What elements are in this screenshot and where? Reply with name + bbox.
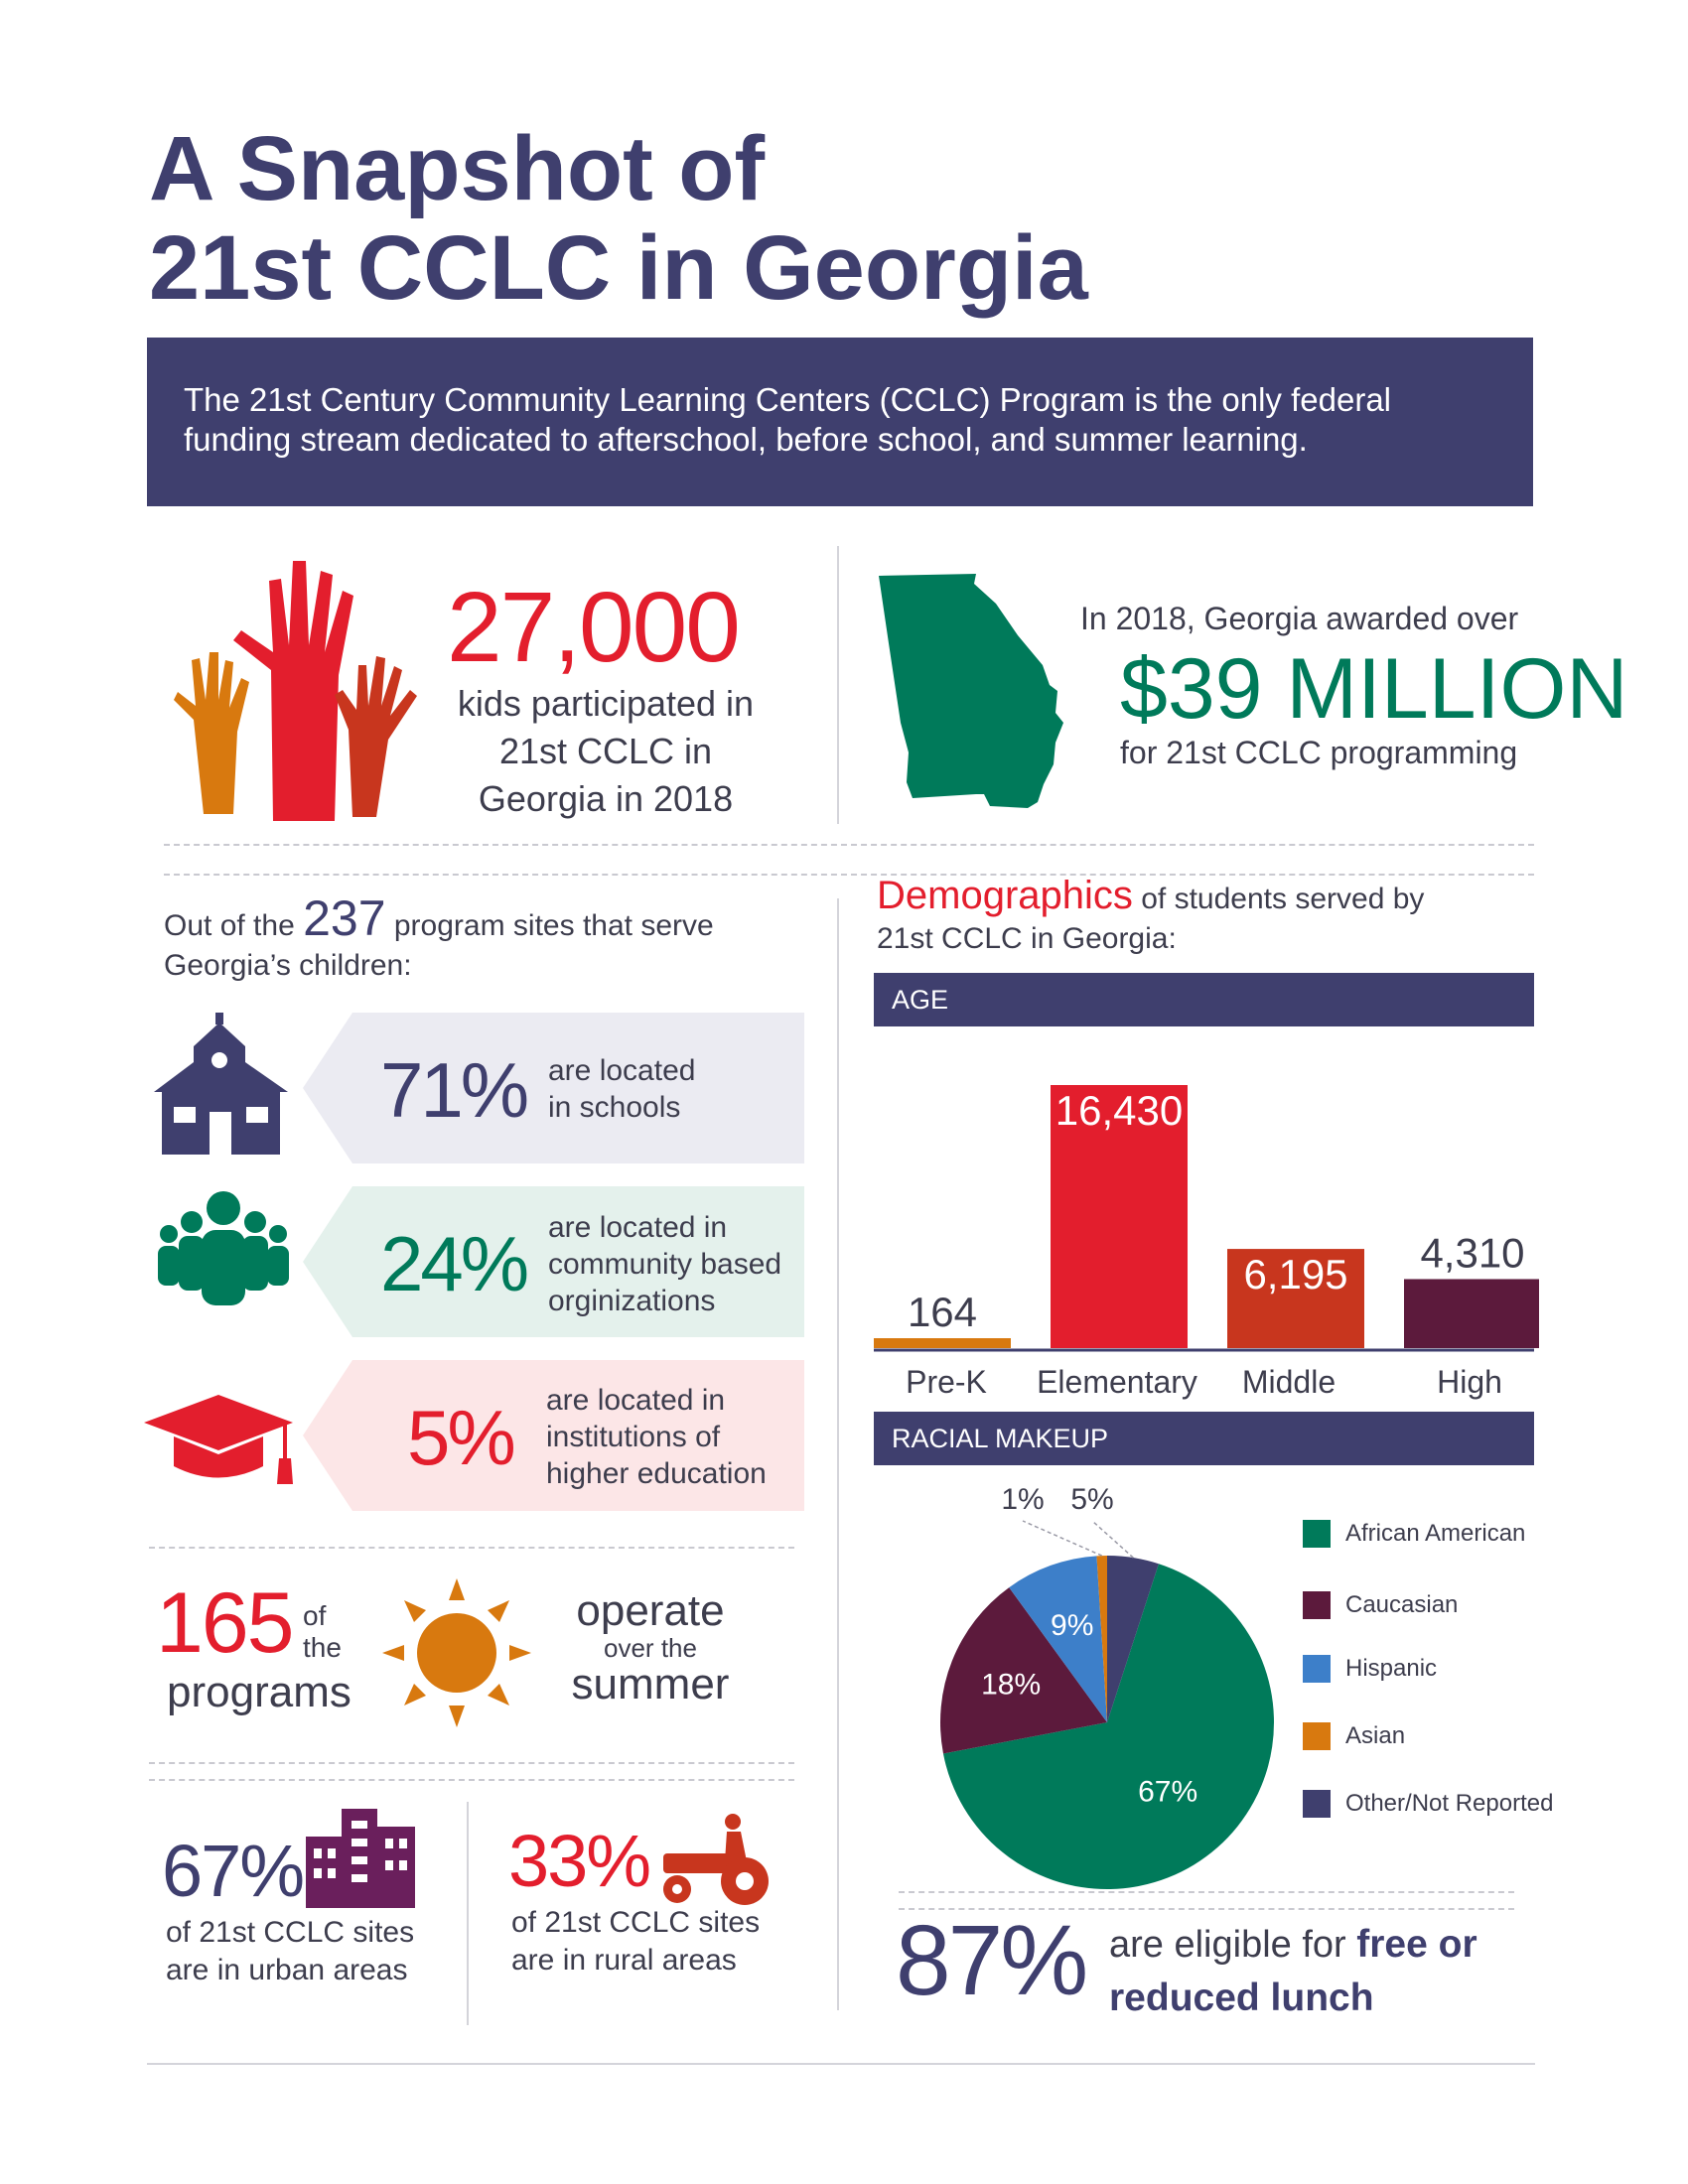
schoolhouse-icon bbox=[154, 1013, 288, 1157]
summer-of: of bbox=[303, 1600, 327, 1631]
legend-label: Caucasian bbox=[1345, 1591, 1459, 1618]
demographics-line-2: 21st CCLC in Georgia: bbox=[877, 922, 1177, 955]
participation-number: 27,000 bbox=[447, 572, 739, 683]
divider bbox=[164, 844, 1534, 846]
slice-label: 1% bbox=[1001, 1483, 1045, 1516]
age-header-label: AGE bbox=[892, 985, 949, 1015]
summer-operate: operate bbox=[576, 1586, 725, 1635]
lunch-bold-2: reduced lunch bbox=[1109, 1977, 1374, 2019]
title-line-2: 21st CCLC in Georgia bbox=[149, 217, 1088, 319]
legend-swatch bbox=[1303, 1655, 1331, 1683]
racial-makeup-header bbox=[874, 1412, 1534, 1465]
summer-of-the bbox=[303, 1600, 342, 1664]
bar-pre-k bbox=[874, 1338, 1011, 1348]
legend-label: African American bbox=[1345, 1520, 1526, 1547]
location-line: are located bbox=[548, 1054, 696, 1087]
lunch-pre: are eligible for bbox=[1109, 1924, 1346, 1966]
funding-amount: $39 MILLION bbox=[1120, 641, 1628, 737]
legend-label: Other/Not Reported bbox=[1345, 1790, 1554, 1817]
sites-intro-post: program sites that serve bbox=[393, 909, 714, 942]
slice-label: 9% bbox=[1051, 1608, 1094, 1642]
tractor-icon bbox=[655, 1812, 770, 1906]
participation-line-1: kids participated in bbox=[457, 683, 755, 724]
location-line: are located in bbox=[546, 1384, 726, 1417]
page-title bbox=[149, 119, 1088, 318]
location-line: institutions of bbox=[546, 1421, 721, 1453]
summer-programs-number: 165 bbox=[156, 1575, 293, 1671]
rural-text bbox=[511, 1904, 760, 1979]
bar-value-label: 4,310 bbox=[1420, 1229, 1525, 1277]
lunch-text bbox=[1109, 1918, 1477, 2025]
legend-label: Hispanic bbox=[1345, 1655, 1438, 1682]
location-line: are located in bbox=[548, 1211, 728, 1244]
location-text-schools bbox=[548, 1052, 695, 1126]
slice-label: 5% bbox=[1070, 1483, 1114, 1516]
vertical-divider bbox=[837, 546, 839, 824]
category-label: Pre-K bbox=[906, 1364, 987, 1400]
demographics-word: Demographics bbox=[877, 874, 1133, 917]
slice-label: 18% bbox=[981, 1668, 1042, 1702]
title-line-1: A Snapshot of bbox=[149, 118, 766, 219]
sites-intro bbox=[164, 890, 799, 986]
rural-line-1: of 21st CCLC sites bbox=[511, 1906, 761, 1939]
bar-value-label: 16,430 bbox=[1055, 1087, 1184, 1134]
urban-text bbox=[166, 1914, 414, 1989]
location-line: community based bbox=[548, 1248, 782, 1281]
legend-swatch bbox=[1303, 1520, 1331, 1548]
legend-label: Asian bbox=[1345, 1722, 1406, 1749]
rural-line-2: are in rural areas bbox=[511, 1944, 737, 1977]
legend-swatch bbox=[1303, 1790, 1331, 1818]
georgia-map-icon bbox=[879, 574, 1097, 812]
urban-percent: 67% bbox=[162, 1830, 304, 1912]
location-line: in schools bbox=[548, 1091, 681, 1124]
category-label: Elementary bbox=[1037, 1364, 1197, 1400]
funding-purpose: for 21st CCLC programming bbox=[1120, 735, 1518, 770]
summer-the: the bbox=[303, 1632, 342, 1663]
footer-rule bbox=[147, 2063, 1535, 2065]
sites-intro-pre: Out of the bbox=[164, 909, 295, 942]
raised-hands-icon bbox=[164, 561, 422, 829]
vertical-divider bbox=[467, 1802, 469, 2025]
location-line: higher education bbox=[546, 1457, 767, 1490]
location-percent-community: 24% bbox=[380, 1220, 527, 1307]
urban-line-2: are in urban areas bbox=[166, 1954, 408, 1986]
age-header bbox=[874, 973, 1534, 1026]
sites-count: 237 bbox=[303, 890, 386, 946]
bar-value-label: 6,195 bbox=[1243, 1251, 1348, 1298]
sites-intro-line-2: Georgia’s children: bbox=[164, 949, 412, 982]
participation-line-3: Georgia in 2018 bbox=[478, 778, 734, 819]
leader-line bbox=[1023, 1521, 1102, 1556]
divider bbox=[899, 1891, 1514, 1893]
lunch-bold-1: free or bbox=[1356, 1923, 1477, 1966]
graduation-cap-icon bbox=[144, 1395, 293, 1494]
category-label: High bbox=[1437, 1364, 1502, 1400]
age-bar-chart bbox=[874, 1032, 1539, 1410]
summer-programs-label: programs bbox=[167, 1668, 352, 1716]
vertical-divider bbox=[837, 898, 839, 2010]
divider bbox=[149, 1779, 794, 1781]
demographics-rest: of students served by bbox=[1141, 883, 1425, 915]
participation-line-2: 21st CCLC in bbox=[498, 731, 713, 771]
summer-word: summer bbox=[571, 1660, 730, 1708]
bar-high bbox=[1404, 1279, 1539, 1348]
bar-value-label: 164 bbox=[907, 1289, 978, 1335]
slice-label: 67% bbox=[1138, 1775, 1198, 1809]
demographics-heading bbox=[877, 876, 1512, 959]
community-group-icon bbox=[154, 1186, 293, 1305]
city-buildings-icon bbox=[306, 1809, 415, 1908]
legend-swatch bbox=[1303, 1591, 1331, 1619]
lunch-percent: 87% bbox=[896, 1905, 1086, 2016]
location-line: orginizations bbox=[548, 1285, 716, 1317]
sun-icon bbox=[382, 1578, 531, 1727]
leader-line bbox=[1092, 1521, 1133, 1558]
divider bbox=[149, 1762, 794, 1764]
category-label: Middle bbox=[1241, 1364, 1336, 1400]
location-percent-higher-ed: 5% bbox=[407, 1394, 513, 1481]
location-text-community bbox=[548, 1209, 781, 1319]
summer-operate-text bbox=[556, 1588, 745, 1707]
racial-makeup-pie-chart bbox=[923, 1479, 1291, 1896]
location-percent-schools: 71% bbox=[380, 1046, 527, 1134]
rural-percent: 33% bbox=[508, 1820, 650, 1902]
intro-text: The 21st Century Community Learning Centers (CCLC) Program is the only federal funding stream dedicated to afterschool, before school, and summer learning. bbox=[184, 381, 1392, 458]
funding-intro: In 2018, Georgia awarded over bbox=[1080, 601, 1519, 636]
participation-text bbox=[427, 680, 784, 823]
racial-makeup-header-label: RACIAL MAKEUP bbox=[892, 1424, 1109, 1453]
location-text-higher-ed bbox=[546, 1382, 767, 1492]
summer-over-the: over the bbox=[604, 1633, 697, 1663]
urban-line-1: of 21st CCLC sites bbox=[166, 1916, 415, 1949]
divider bbox=[149, 1547, 794, 1549]
legend-swatch bbox=[1303, 1722, 1331, 1750]
